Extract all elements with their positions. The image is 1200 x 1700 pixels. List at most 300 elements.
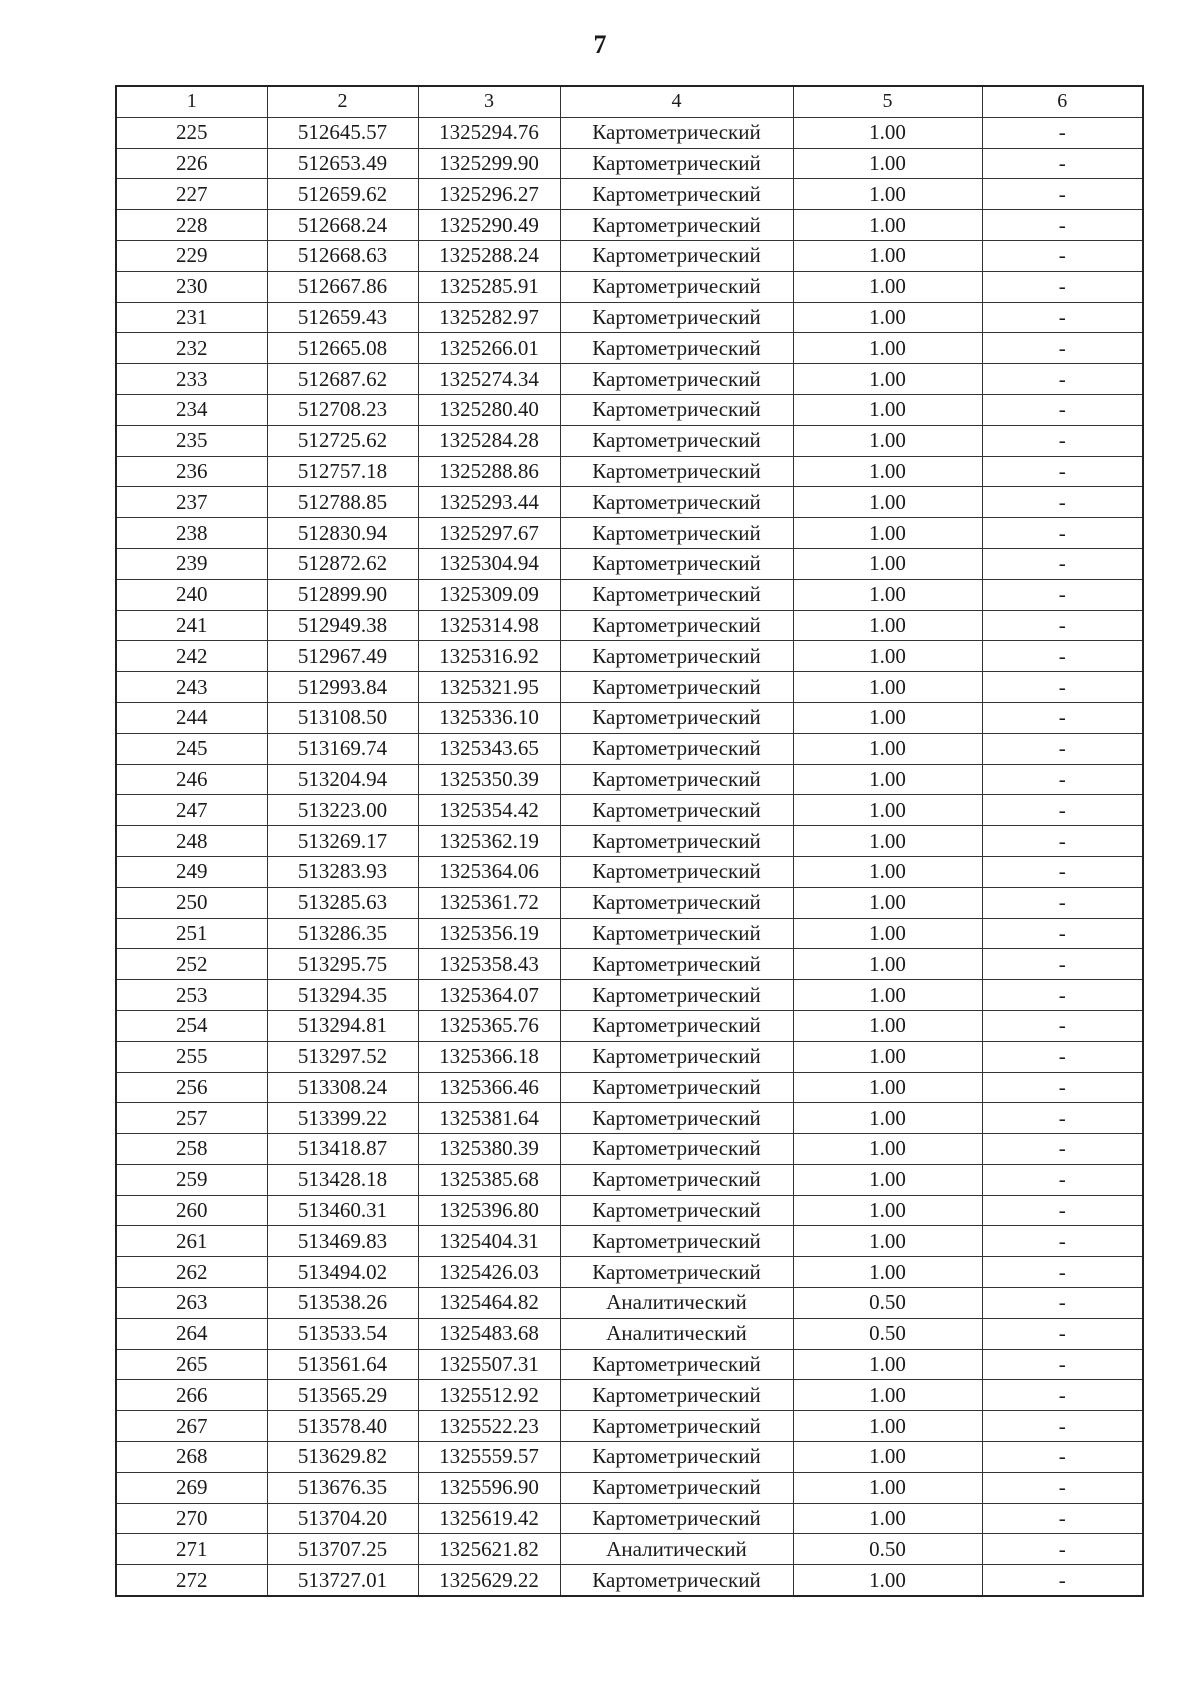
accuracy-cell: 1.00 (793, 364, 982, 395)
table-row (116, 548, 1143, 579)
method-cell: Картометрический (560, 1411, 793, 1442)
x-coordinate-cell: 513578.40 (267, 1411, 418, 1442)
table-row (116, 826, 1143, 857)
table-row (116, 702, 1143, 733)
method-cell: Картометрический (560, 179, 793, 210)
method-cell: Картометрический (560, 1565, 793, 1596)
table-body (116, 117, 1143, 1596)
x-coordinate-cell: 513269.17 (267, 826, 418, 857)
point-number-cell: 257 (116, 1103, 267, 1134)
table-row (116, 425, 1143, 456)
accuracy-cell: 1.00 (793, 1380, 982, 1411)
column-header: 5 (793, 86, 982, 117)
description-cell: - (982, 1226, 1143, 1257)
y-coordinate-cell: 1325293.44 (418, 487, 560, 518)
table-row (116, 887, 1143, 918)
accuracy-cell: 1.00 (793, 918, 982, 949)
table-row (116, 856, 1143, 887)
accuracy-cell: 1.00 (793, 271, 982, 302)
description-cell: - (982, 1472, 1143, 1503)
description-cell: - (982, 1041, 1143, 1072)
x-coordinate-cell: 512757.18 (267, 456, 418, 487)
table-row (116, 733, 1143, 764)
point-number-cell: 258 (116, 1134, 267, 1165)
table-row (116, 1257, 1143, 1288)
y-coordinate-cell: 1325282.97 (418, 302, 560, 333)
table-row (116, 1041, 1143, 1072)
point-number-cell: 234 (116, 394, 267, 425)
x-coordinate-cell: 512667.86 (267, 271, 418, 302)
table-row (116, 1318, 1143, 1349)
accuracy-cell: 1.00 (793, 333, 982, 364)
point-number-cell: 239 (116, 548, 267, 579)
point-number-cell: 230 (116, 271, 267, 302)
point-number-cell: 240 (116, 579, 267, 610)
table-row (116, 949, 1143, 980)
method-cell: Картометрический (560, 456, 793, 487)
point-number-cell: 241 (116, 610, 267, 641)
accuracy-cell: 1.00 (793, 980, 982, 1011)
point-number-cell: 272 (116, 1565, 267, 1596)
y-coordinate-cell: 1325285.91 (418, 271, 560, 302)
accuracy-cell: 1.00 (793, 795, 982, 826)
y-coordinate-cell: 1325288.24 (418, 240, 560, 271)
point-number-cell: 246 (116, 764, 267, 795)
y-coordinate-cell: 1325464.82 (418, 1288, 560, 1319)
table-row (116, 610, 1143, 641)
point-number-cell: 245 (116, 733, 267, 764)
table-row (116, 1349, 1143, 1380)
column-header: 2 (267, 86, 418, 117)
accuracy-cell: 1.00 (793, 764, 982, 795)
y-coordinate-cell: 1325596.90 (418, 1472, 560, 1503)
table-row (116, 1103, 1143, 1134)
accuracy-cell: 1.00 (793, 672, 982, 703)
x-coordinate-cell: 512830.94 (267, 518, 418, 549)
x-coordinate-cell: 512665.08 (267, 333, 418, 364)
table-row (116, 364, 1143, 395)
accuracy-cell: 1.00 (793, 579, 982, 610)
x-coordinate-cell: 512872.62 (267, 548, 418, 579)
point-number-cell: 268 (116, 1442, 267, 1473)
y-coordinate-cell: 1325404.31 (418, 1226, 560, 1257)
point-number-cell: 227 (116, 179, 267, 210)
x-coordinate-cell: 513494.02 (267, 1257, 418, 1288)
point-number-cell: 254 (116, 1010, 267, 1041)
method-cell: Аналитический (560, 1318, 793, 1349)
y-coordinate-cell: 1325304.94 (418, 548, 560, 579)
table-row (116, 518, 1143, 549)
description-cell: - (982, 1349, 1143, 1380)
description-cell: - (982, 1257, 1143, 1288)
point-number-cell: 248 (116, 826, 267, 857)
x-coordinate-cell: 512899.90 (267, 579, 418, 610)
x-coordinate-cell: 513533.54 (267, 1318, 418, 1349)
y-coordinate-cell: 1325297.67 (418, 518, 560, 549)
y-coordinate-cell: 1325380.39 (418, 1134, 560, 1165)
description-cell: - (982, 641, 1143, 672)
point-number-cell: 233 (116, 364, 267, 395)
table-row (116, 980, 1143, 1011)
point-number-cell: 253 (116, 980, 267, 1011)
method-cell: Картометрический (560, 1041, 793, 1072)
point-number-cell: 265 (116, 1349, 267, 1380)
accuracy-cell: 1.00 (793, 1411, 982, 1442)
method-cell: Картометрический (560, 610, 793, 641)
point-number-cell: 259 (116, 1164, 267, 1195)
y-coordinate-cell: 1325356.19 (418, 918, 560, 949)
method-cell: Аналитический (560, 1534, 793, 1565)
accuracy-cell: 0.50 (793, 1288, 982, 1319)
y-coordinate-cell: 1325483.68 (418, 1318, 560, 1349)
x-coordinate-cell: 513561.64 (267, 1349, 418, 1380)
table-row (116, 795, 1143, 826)
x-coordinate-cell: 513294.81 (267, 1010, 418, 1041)
method-cell: Картометрический (560, 733, 793, 764)
description-cell: - (982, 271, 1143, 302)
x-coordinate-cell: 513629.82 (267, 1442, 418, 1473)
table-row (116, 1226, 1143, 1257)
y-coordinate-cell: 1325321.95 (418, 672, 560, 703)
table-row (116, 1195, 1143, 1226)
accuracy-cell: 1.00 (793, 949, 982, 980)
description-cell: - (982, 302, 1143, 333)
point-number-cell: 255 (116, 1041, 267, 1072)
point-number-cell: 237 (116, 487, 267, 518)
description-cell: - (982, 795, 1143, 826)
x-coordinate-cell: 512687.62 (267, 364, 418, 395)
description-cell: - (982, 210, 1143, 241)
point-number-cell: 264 (116, 1318, 267, 1349)
y-coordinate-cell: 1325343.65 (418, 733, 560, 764)
y-coordinate-cell: 1325559.57 (418, 1442, 560, 1473)
description-cell: - (982, 579, 1143, 610)
method-cell: Картометрический (560, 1134, 793, 1165)
method-cell: Картометрический (560, 579, 793, 610)
description-cell: - (982, 1164, 1143, 1195)
table-row (116, 672, 1143, 703)
y-coordinate-cell: 1325512.92 (418, 1380, 560, 1411)
accuracy-cell: 1.00 (793, 641, 982, 672)
accuracy-cell: 1.00 (793, 487, 982, 518)
method-cell: Картометрический (560, 949, 793, 980)
y-coordinate-cell: 1325396.80 (418, 1195, 560, 1226)
y-coordinate-cell: 1325299.90 (418, 148, 560, 179)
x-coordinate-cell: 513283.93 (267, 856, 418, 887)
y-coordinate-cell: 1325354.42 (418, 795, 560, 826)
accuracy-cell: 1.00 (793, 1164, 982, 1195)
y-coordinate-cell: 1325316.92 (418, 641, 560, 672)
method-cell: Картометрический (560, 1380, 793, 1411)
description-cell: - (982, 1103, 1143, 1134)
table-row (116, 1134, 1143, 1165)
y-coordinate-cell: 1325280.40 (418, 394, 560, 425)
description-cell: - (982, 364, 1143, 395)
y-coordinate-cell: 1325284.28 (418, 425, 560, 456)
table-row (116, 1288, 1143, 1319)
description-cell: - (982, 610, 1143, 641)
point-number-cell: 231 (116, 302, 267, 333)
method-cell: Картометрический (560, 148, 793, 179)
x-coordinate-cell: 513204.94 (267, 764, 418, 795)
point-number-cell: 249 (116, 856, 267, 887)
description-cell: - (982, 240, 1143, 271)
point-number-cell: 244 (116, 702, 267, 733)
y-coordinate-cell: 1325361.72 (418, 887, 560, 918)
accuracy-cell: 1.00 (793, 1442, 982, 1473)
method-cell: Картометрический (560, 1010, 793, 1041)
accuracy-cell: 1.00 (793, 610, 982, 641)
description-cell: - (982, 1318, 1143, 1349)
method-cell: Картометрический (560, 487, 793, 518)
y-coordinate-cell: 1325290.49 (418, 210, 560, 241)
accuracy-cell: 1.00 (793, 1072, 982, 1103)
x-coordinate-cell: 513169.74 (267, 733, 418, 764)
description-cell: - (982, 702, 1143, 733)
table-row (116, 918, 1143, 949)
point-number-cell: 225 (116, 117, 267, 148)
x-coordinate-cell: 512659.43 (267, 302, 418, 333)
x-coordinate-cell: 513704.20 (267, 1503, 418, 1534)
x-coordinate-cell: 513294.35 (267, 980, 418, 1011)
x-coordinate-cell: 513418.87 (267, 1134, 418, 1165)
x-coordinate-cell: 513286.35 (267, 918, 418, 949)
table-row (116, 456, 1143, 487)
method-cell: Картометрический (560, 764, 793, 795)
description-cell: - (982, 733, 1143, 764)
y-coordinate-cell: 1325385.68 (418, 1164, 560, 1195)
x-coordinate-cell: 513538.26 (267, 1288, 418, 1319)
y-coordinate-cell: 1325296.27 (418, 179, 560, 210)
y-coordinate-cell: 1325266.01 (418, 333, 560, 364)
accuracy-cell: 1.00 (793, 887, 982, 918)
y-coordinate-cell: 1325381.64 (418, 1103, 560, 1134)
method-cell: Картометрический (560, 795, 793, 826)
y-coordinate-cell: 1325274.34 (418, 364, 560, 395)
y-coordinate-cell: 1325365.76 (418, 1010, 560, 1041)
method-cell: Картометрический (560, 117, 793, 148)
table-row (116, 1472, 1143, 1503)
accuracy-cell: 1.00 (793, 1134, 982, 1165)
y-coordinate-cell: 1325366.18 (418, 1041, 560, 1072)
table-row (116, 210, 1143, 241)
table-row (116, 1565, 1143, 1596)
description-cell: - (982, 1565, 1143, 1596)
table-header-row (116, 86, 1143, 117)
y-coordinate-cell: 1325314.98 (418, 610, 560, 641)
accuracy-cell: 1.00 (793, 179, 982, 210)
method-cell: Картометрический (560, 210, 793, 241)
method-cell: Картометрический (560, 1072, 793, 1103)
accuracy-cell: 1.00 (793, 240, 982, 271)
accuracy-cell: 1.00 (793, 456, 982, 487)
point-number-cell: 226 (116, 148, 267, 179)
accuracy-cell: 1.00 (793, 702, 982, 733)
point-number-cell: 236 (116, 456, 267, 487)
y-coordinate-cell: 1325309.09 (418, 579, 560, 610)
method-cell: Аналитический (560, 1288, 793, 1319)
method-cell: Картометрический (560, 302, 793, 333)
column-header: 6 (982, 86, 1143, 117)
y-coordinate-cell: 1325507.31 (418, 1349, 560, 1380)
method-cell: Картометрический (560, 1442, 793, 1473)
accuracy-cell: 1.00 (793, 425, 982, 456)
x-coordinate-cell: 512668.24 (267, 210, 418, 241)
x-coordinate-cell: 513399.22 (267, 1103, 418, 1134)
point-number-cell: 267 (116, 1411, 267, 1442)
point-number-cell: 270 (116, 1503, 267, 1534)
description-cell: - (982, 980, 1143, 1011)
point-number-cell: 271 (116, 1534, 267, 1565)
column-header: 1 (116, 86, 267, 117)
x-coordinate-cell: 513676.35 (267, 1472, 418, 1503)
point-number-cell: 260 (116, 1195, 267, 1226)
y-coordinate-cell: 1325336.10 (418, 702, 560, 733)
description-cell: - (982, 949, 1143, 980)
description-cell: - (982, 1010, 1143, 1041)
accuracy-cell: 0.50 (793, 1318, 982, 1349)
table-row (116, 179, 1143, 210)
point-number-cell: 228 (116, 210, 267, 241)
x-coordinate-cell: 513285.63 (267, 887, 418, 918)
description-cell: - (982, 826, 1143, 857)
method-cell: Картометрический (560, 980, 793, 1011)
method-cell: Картометрический (560, 826, 793, 857)
description-cell: - (982, 333, 1143, 364)
point-number-cell: 266 (116, 1380, 267, 1411)
point-number-cell: 232 (116, 333, 267, 364)
table-row (116, 579, 1143, 610)
x-coordinate-cell: 512725.62 (267, 425, 418, 456)
accuracy-cell: 1.00 (793, 117, 982, 148)
description-cell: - (982, 1072, 1143, 1103)
table-row (116, 333, 1143, 364)
description-cell: - (982, 518, 1143, 549)
point-number-cell: 238 (116, 518, 267, 549)
y-coordinate-cell: 1325364.07 (418, 980, 560, 1011)
table-row (116, 240, 1143, 271)
table-row (116, 117, 1143, 148)
accuracy-cell: 1.00 (793, 856, 982, 887)
table-row (116, 1010, 1143, 1041)
method-cell: Картометрический (560, 240, 793, 271)
x-coordinate-cell: 513460.31 (267, 1195, 418, 1226)
x-coordinate-cell: 513223.00 (267, 795, 418, 826)
x-coordinate-cell: 513469.83 (267, 1226, 418, 1257)
accuracy-cell: 1.00 (793, 1257, 982, 1288)
method-cell: Картометрический (560, 271, 793, 302)
x-coordinate-cell: 512949.38 (267, 610, 418, 641)
accuracy-cell: 1.00 (793, 1472, 982, 1503)
y-coordinate-cell: 1325426.03 (418, 1257, 560, 1288)
x-coordinate-cell: 512708.23 (267, 394, 418, 425)
y-coordinate-cell: 1325358.43 (418, 949, 560, 980)
accuracy-cell: 1.00 (793, 826, 982, 857)
x-coordinate-cell: 512659.62 (267, 179, 418, 210)
x-coordinate-cell: 512967.49 (267, 641, 418, 672)
description-cell: - (982, 179, 1143, 210)
description-cell: - (982, 117, 1143, 148)
accuracy-cell: 1.00 (793, 1041, 982, 1072)
page-number: 7 (593, 30, 607, 59)
accuracy-cell: 1.00 (793, 1103, 982, 1134)
accuracy-cell: 1.00 (793, 1226, 982, 1257)
description-cell: - (982, 1380, 1143, 1411)
accuracy-cell: 1.00 (793, 1195, 982, 1226)
point-number-cell: 235 (116, 425, 267, 456)
method-cell: Картометрический (560, 918, 793, 949)
accuracy-cell: 1.00 (793, 548, 982, 579)
accuracy-cell: 1.00 (793, 394, 982, 425)
accuracy-cell: 1.00 (793, 1565, 982, 1596)
method-cell: Картометрический (560, 1472, 793, 1503)
accuracy-cell: 0.50 (793, 1534, 982, 1565)
method-cell: Картометрический (560, 672, 793, 703)
method-cell: Картометрический (560, 887, 793, 918)
description-cell: - (982, 1503, 1143, 1534)
x-coordinate-cell: 512993.84 (267, 672, 418, 703)
point-number-cell: 247 (116, 795, 267, 826)
x-coordinate-cell: 512645.57 (267, 117, 418, 148)
description-cell: - (982, 672, 1143, 703)
point-number-cell: 243 (116, 672, 267, 703)
method-cell: Картометрический (560, 641, 793, 672)
description-cell: - (982, 764, 1143, 795)
point-number-cell: 261 (116, 1226, 267, 1257)
method-cell: Картометрический (560, 1503, 793, 1534)
method-cell: Картометрический (560, 333, 793, 364)
y-coordinate-cell: 1325366.46 (418, 1072, 560, 1103)
description-cell: - (982, 1411, 1143, 1442)
y-coordinate-cell: 1325288.86 (418, 456, 560, 487)
y-coordinate-cell: 1325619.42 (418, 1503, 560, 1534)
coordinates-table (115, 85, 1144, 1597)
x-coordinate-cell: 513295.75 (267, 949, 418, 980)
y-coordinate-cell: 1325522.23 (418, 1411, 560, 1442)
accuracy-cell: 1.00 (793, 148, 982, 179)
method-cell: Картометрический (560, 548, 793, 579)
x-coordinate-cell: 513108.50 (267, 702, 418, 733)
table-row (116, 1072, 1143, 1103)
table-row (116, 148, 1143, 179)
x-coordinate-cell: 513297.52 (267, 1041, 418, 1072)
column-header: 4 (560, 86, 793, 117)
point-number-cell: 262 (116, 1257, 267, 1288)
y-coordinate-cell: 1325364.06 (418, 856, 560, 887)
table-row (116, 271, 1143, 302)
y-coordinate-cell: 1325362.19 (418, 826, 560, 857)
method-cell: Картометрический (560, 518, 793, 549)
y-coordinate-cell: 1325621.82 (418, 1534, 560, 1565)
point-number-cell: 229 (116, 240, 267, 271)
table-row (116, 1442, 1143, 1473)
y-coordinate-cell: 1325629.22 (418, 1565, 560, 1596)
y-coordinate-cell: 1325294.76 (418, 117, 560, 148)
description-cell: - (982, 487, 1143, 518)
table-row (116, 764, 1143, 795)
table-row (116, 302, 1143, 333)
point-number-cell: 242 (116, 641, 267, 672)
x-coordinate-cell: 512788.85 (267, 487, 418, 518)
point-number-cell: 256 (116, 1072, 267, 1103)
method-cell: Картометрический (560, 364, 793, 395)
table-row (116, 1164, 1143, 1195)
description-cell: - (982, 1134, 1143, 1165)
table-row (116, 641, 1143, 672)
description-cell: - (982, 1195, 1143, 1226)
x-coordinate-cell: 513428.18 (267, 1164, 418, 1195)
accuracy-cell: 1.00 (793, 1503, 982, 1534)
